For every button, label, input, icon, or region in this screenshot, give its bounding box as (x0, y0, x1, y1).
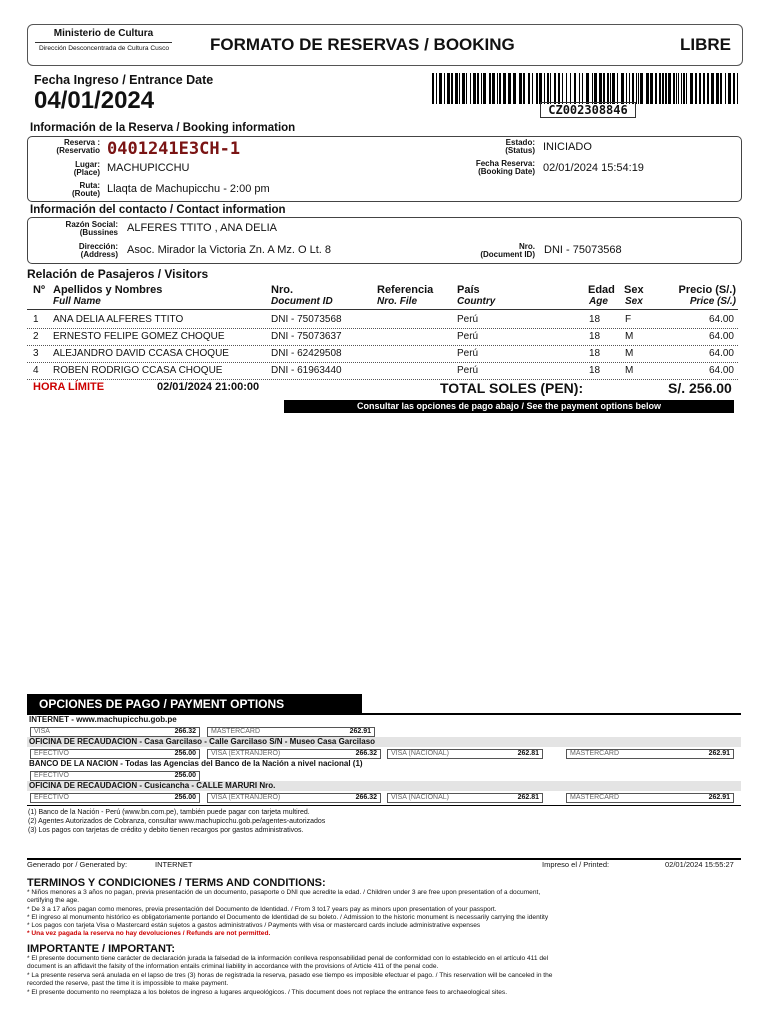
contact-section-title: Información del contacto / Contact information (30, 204, 286, 216)
row-doc: DNI - 62429508 (271, 348, 342, 359)
col-name-header-en: Full Name (53, 296, 101, 307)
address-value: Asoc. Mirador la Victoria Zn. A Mz. O Lt. 8 (127, 244, 331, 256)
payment-option-cash: EFECTIVO 256.00 (30, 793, 200, 803)
reserva-label: Reserva : (Reservatio (56, 138, 100, 155)
payment-group-title: OFICINA DE RECAUDACION - Casa Garcilaso - Calle Garcilaso S/N - Museo Casa Garcilaso (27, 737, 741, 747)
row-num: 4 (33, 365, 39, 376)
estado-label: Estado: (Status) (505, 138, 535, 155)
row-num: 1 (33, 314, 39, 325)
row-name: ROBEN RODRIGO CCASA CHOQUE (53, 365, 223, 376)
row-country: Perú (457, 365, 479, 376)
ministry-divider (35, 42, 172, 43)
col-name-header: Apellidos y Nombres (53, 284, 163, 296)
reservation-code: 0401241E3CH-1 (107, 139, 241, 159)
row-doc: DNI - 75073637 (271, 331, 342, 342)
row-num: 2 (33, 331, 39, 342)
row-country: Perú (457, 314, 479, 325)
table-row (27, 346, 738, 363)
generated-by-label: Generado por / Generated by: (27, 860, 128, 869)
booking-type: LIBRE (680, 35, 731, 54)
col-country-header: País (457, 284, 480, 296)
payment-options-notice: Consultar las opciones de pago abajo / See the payment options below (284, 400, 734, 413)
row-sex: M (625, 348, 634, 359)
booking-section-title: Información de la Reserva / Booking information (30, 122, 296, 134)
col-age-header: Edad (588, 284, 615, 296)
payment-option-visa-foreign: VISA (EXTRANJERO) 266.32 (207, 793, 381, 803)
payment-group-title: BANCO DE LA NACION - Todas las Agencias del Banco de la Nación a nivel nacional (1) (29, 759, 363, 768)
row-name: ANA DELIA ALFERES TTITO (53, 314, 184, 325)
row-country: Perú (457, 331, 479, 342)
payment-option-visa: VISA 266.32 (30, 727, 200, 737)
barcode-image (432, 73, 738, 104)
payment-option-cash: EFECTIVO 256.00 (30, 771, 200, 781)
row-doc: DNI - 61963440 (271, 365, 342, 376)
row-doc: DNI - 75073568 (271, 314, 342, 325)
payment-group-title: OFICINA DE RECAUDACION - Cusicancha - CALLE MARURI Nro. (27, 781, 741, 791)
payment-option-cash: EFECTIVO 256.00 (30, 749, 200, 759)
col-age-header-en: Age (589, 296, 608, 307)
row-age: 18 (589, 348, 601, 359)
row-num: 3 (33, 348, 39, 359)
total-value: S/. 256.00 (668, 380, 732, 396)
row-price: 64.00 (708, 365, 734, 376)
important-line: * La presente reserva será anulada en el lapso de tres (3) horas de registrada la reserva, pasado ese tiempo es imposible efectuar el pago. / This reservation will be canceled in the (27, 972, 553, 979)
footer-divider (27, 858, 741, 860)
business-name-value: ALFERES TTITO , ANA DELIA (127, 222, 277, 234)
row-age: 18 (589, 314, 601, 325)
booking-date-label: Fecha Reserva: (Booking Date) (475, 159, 535, 176)
document-value: DNI - 75073568 (544, 244, 622, 256)
row-price: 64.00 (708, 314, 734, 325)
payment-options-title: OPCIONES DE PAGO / PAYMENT OPTIONS (27, 694, 362, 714)
row-sex: F (625, 314, 632, 325)
razon-label: Razón Social: (Bussines (65, 220, 118, 237)
important-line: recorded the reserve, past the time it is impossible to make payment. (27, 980, 229, 987)
row-name: ALEJANDRO DAVID CCASA CHOQUE (53, 348, 229, 359)
table-header-divider (27, 309, 738, 310)
visitors-section-title: Relación de Pasajeros / Visitors (27, 267, 209, 281)
payment-bottom-divider (27, 805, 741, 806)
col-ref-header-en: Nro. File (377, 296, 418, 307)
row-age: 18 (589, 331, 601, 342)
terms-refund-line: * Una vez pagada la reserva no hay devoluciones / Refunds are not permitted. (27, 930, 271, 937)
payment-option-visa-national: VISA (NACIONAL) 262.81 (387, 793, 543, 803)
payment-note: (2) Agentes Autorizados de Cobranza, consultar www.machupicchu.gob.pe/agentes-autorizados (28, 818, 326, 825)
status-value: INICIADO (543, 141, 592, 153)
payment-option-mastercard: MASTERCARD 262.91 (566, 749, 734, 759)
col-country-header-en: Country (457, 296, 496, 307)
ruta-label: Ruta: (Route) (72, 181, 100, 198)
col-price-header: Precio (S/.) (678, 284, 736, 296)
total-label: TOTAL SOLES (PEN): (440, 380, 584, 396)
table-row (27, 312, 738, 329)
document-label: Nro. (Document ID) (480, 242, 535, 259)
col-num-header: Nº (33, 284, 45, 296)
route-value: Llaqta de Machupicchu - 2:00 pm (107, 183, 270, 195)
important-title: IMPORTANTE / IMPORTANT: (27, 943, 176, 955)
table-row (27, 329, 738, 346)
row-sex: M (625, 365, 634, 376)
visitors-table (27, 312, 738, 380)
terms-line: * Los pagos con tarjeta Visa o Mastercard están sujetos a gastos administrativos / Payments with visa or mastercard cards include administrative expenses (27, 922, 481, 929)
col-ref-header: Referencia (377, 284, 434, 296)
important-line: * El presente documento tiene carácter de declaración jurada la falsedad de la información conlleva responsabilidad penal de conformidad con lo establecido en el artículo 411 del (27, 955, 549, 962)
payment-option-mastercard: MASTERCARD 262.91 (207, 727, 375, 737)
col-doc-header-en: Document ID (271, 296, 333, 307)
payment-note: (1) Banco de la Nación - Perú (www.bn.com.pe), también puede pagar con tarjeta multired. (28, 809, 310, 816)
col-sex-header: Sex (624, 284, 644, 296)
payment-note: (3) Los pagos con tarjetas de crédito y debito tienen recargos por gastos administrativos. (28, 827, 304, 834)
row-country: Perú (457, 348, 479, 359)
direccion-label: Dirección: (Address) (78, 242, 118, 259)
entrance-date-label: Fecha Ingreso / Entrance Date (34, 73, 214, 87)
printed-label: Impreso el / Printed: (542, 860, 610, 869)
deadline-label: HORA LÍMITE (33, 381, 105, 393)
booking-date-value: 02/01/2024 15:54:19 (543, 162, 644, 174)
payment-option-visa-national: VISA (NACIONAL) 262.81 (387, 749, 543, 759)
generated-by-value: INTERNET (155, 860, 193, 869)
terms-title: TERMINOS Y CONDICIONES / TERMS AND CONDITIONS: (27, 877, 326, 889)
payment-option-visa-foreign: VISA (EXTRANJERO) 266.32 (207, 749, 381, 759)
terms-line: certifying the age. (27, 897, 80, 904)
terms-line: * De 3 a 17 años pagan como menores, previa presentación del Documento de Identidad. / From 3 to17 years pay as minors upon presentation of your passport. (27, 906, 497, 913)
lugar-label: Lugar: (Place) (73, 160, 100, 177)
ministry-name: Ministerio de Cultura (53, 28, 154, 39)
document-title: FORMATO DE RESERVAS / BOOKING (210, 35, 515, 54)
row-price: 64.00 (708, 331, 734, 342)
printed-value: 02/01/2024 15:55:27 (665, 860, 734, 869)
row-age: 18 (589, 365, 601, 376)
barcode-number: CZ002308846 (540, 102, 636, 118)
table-row (27, 363, 738, 380)
col-doc-header: Nro. (271, 284, 293, 296)
col-sex-header-en: Sex (625, 296, 643, 307)
row-sex: M (625, 331, 634, 342)
payment-option-mastercard: MASTERCARD 262.91 (566, 793, 734, 803)
terms-line: * Niños menores a 3 años no pagan, previa presentación de un documento, pasaporte o DNI que acredite la edad. / Children under 3 are free upon presentation of a document, (27, 889, 541, 896)
terms-line: * El ingreso al monumento histórico es obligatoriamente portando el Documento de Identidad de su boleto. / Admission to the historic monument is necessarily carrying the identity (27, 914, 549, 921)
row-name: ERNESTO FELIPE GOMEZ CHOQUE (53, 331, 225, 342)
place-value: MACHUPICCHU (107, 162, 190, 174)
row-price: 64.00 (708, 348, 734, 359)
important-line: document is an affidavit the falsity of the information entails criminal liability in accordance with the provisions of Article 411 of the penal code. (27, 963, 439, 970)
payment-group-title: INTERNET - www.machupicchu.gob.pe (29, 715, 177, 724)
ministry-subtitle: Dirección Desconcentrada de Cultura Cusco (38, 45, 170, 52)
important-line: * El presente documento no reemplaza a los boletos de ingreso a lugares arqueológicos. / This document does not replace the entrance fees to archaeological sites. (27, 989, 508, 996)
entrance-date: 04/01/2024 (34, 87, 155, 114)
deadline-value: 02/01/2024 21:00:00 (157, 381, 260, 393)
col-price-header-en: Price (S/.) (689, 296, 736, 307)
